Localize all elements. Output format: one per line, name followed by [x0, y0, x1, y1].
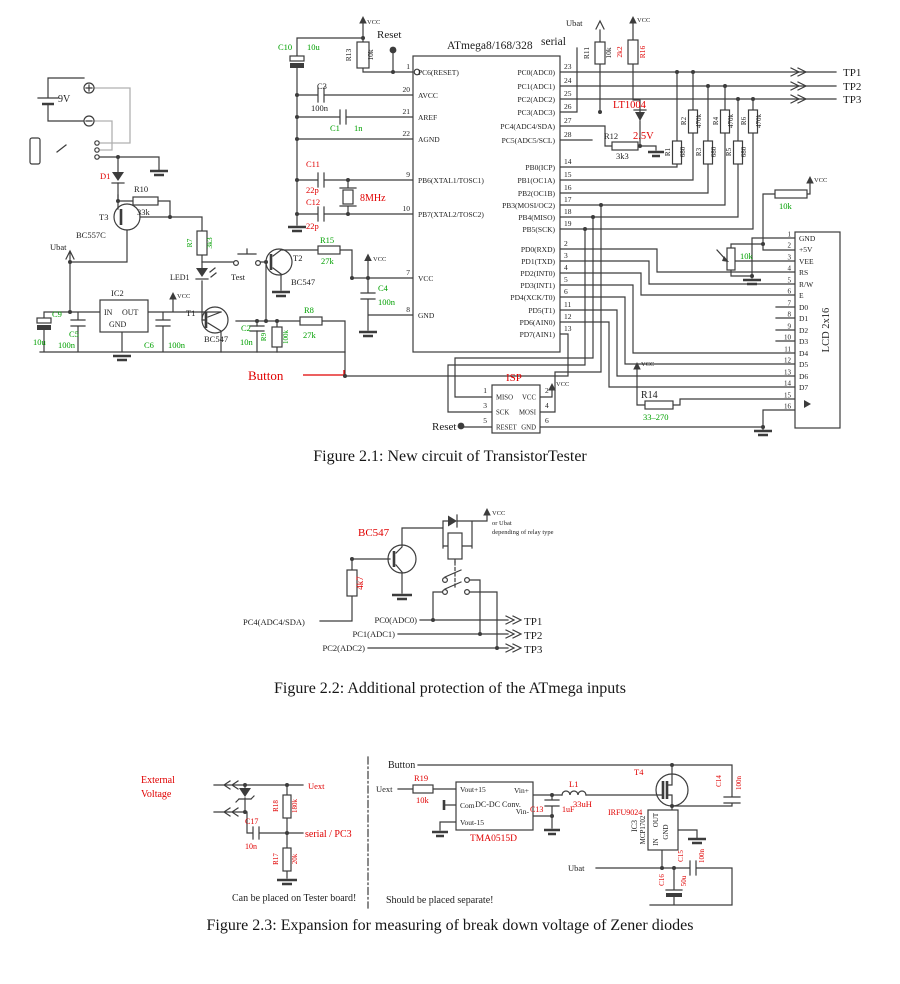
r9-value: 100k — [282, 330, 290, 344]
atmega-title: ATmega8/168/328 — [447, 40, 533, 52]
atmega-pin-10-label: PB7(XTAL2/TOSC2) — [418, 210, 484, 219]
atmega-pin-5-number: 5 — [564, 275, 568, 284]
r14-ref: R14 — [641, 390, 658, 401]
l1-ref: L1 — [569, 779, 579, 789]
r2-value: 470k — [695, 114, 703, 128]
ref-voltage: 2.5V — [633, 131, 654, 142]
vcc-top-right: VCC — [637, 17, 651, 24]
atmega-pin-27-label: PC4(ADC4/SDA) — [500, 122, 555, 131]
r4-value: 470k — [727, 114, 735, 128]
c2-value: 10n — [240, 337, 253, 347]
button-label: Button — [248, 368, 284, 383]
pc2-label: PC2(ADC2) — [322, 643, 365, 653]
battery-voltage: 9V — [58, 94, 71, 105]
pc1-label: PC1(ADC1) — [352, 629, 395, 639]
r19-ref: R19 — [414, 773, 429, 783]
pot-body — [727, 248, 735, 270]
r6-value: 470k — [755, 114, 763, 128]
r12-body — [612, 142, 638, 150]
atmega-pin-19-label: PB5(SCK) — [522, 225, 555, 234]
lcd-pin-12-number: 12 — [784, 356, 791, 365]
atmega-pin-22-number: 22 — [402, 129, 410, 138]
atmega-pin-12-label: PD6(AIN0) — [519, 318, 555, 327]
test-label: Test — [231, 272, 246, 282]
atmega-pin-7-label: VCC — [418, 274, 434, 283]
isp-pin-5-label: RESET — [496, 424, 517, 432]
c6-ref: C6 — [144, 340, 154, 350]
c16-plate-b — [666, 893, 682, 897]
lcd-title: LCD 2x16 — [821, 307, 832, 353]
lcd-pin-5-number: 5 — [787, 276, 791, 285]
r4-ref: R4 — [712, 116, 720, 126]
ic3-ref: IC3 — [630, 820, 639, 832]
atmega-pin-11-number: 11 — [564, 300, 572, 309]
c16-ref: C16 — [658, 874, 666, 886]
r5-ref: R5 — [725, 147, 733, 157]
atmega-pin-9-label: PB6(XTAL1/TOSC1) — [418, 176, 484, 185]
vcc-r13: VCC — [367, 19, 381, 26]
atmega-pin-18-number: 18 — [564, 207, 572, 216]
lcd-pin-1-label: GND — [799, 234, 816, 243]
dcdc-com: Com — [460, 801, 475, 810]
atmega-pin-28-label: PC5(ADC5/SCL) — [501, 136, 555, 145]
tp3-fig2: TP3 — [524, 644, 543, 656]
t2-part: BC547 — [291, 277, 316, 287]
atmega-pin-11-label: PD5(T1) — [528, 306, 555, 315]
isp-pin-1-number: 1 — [483, 386, 487, 395]
r12-ref: R12 — [604, 131, 619, 141]
lcd-pin-13-number: 13 — [784, 368, 791, 377]
r14-value: 33–270 — [643, 412, 669, 422]
tp2-label: TP2 — [843, 81, 862, 93]
atmega-pin-7-number: 7 — [406, 268, 410, 277]
isp-pin-4-number: 4 — [545, 401, 549, 410]
atmega-pin-23-number: 23 — [564, 62, 572, 71]
c15-value: 100n — [698, 849, 706, 863]
dcdc-part: TMA0515D — [470, 834, 517, 844]
dcdc-name: DC-DC Conv. — [475, 800, 521, 809]
c17-ref: C17 — [245, 817, 259, 826]
r13-ref: R13 — [344, 48, 353, 62]
c3-ref: C3 — [317, 81, 327, 91]
c9-plate-b — [37, 325, 51, 330]
vcc-r14: VCC — [641, 361, 655, 368]
r19-body — [413, 785, 433, 793]
isp-pin-2-label: VCC — [522, 394, 536, 402]
c4-value: 100n — [378, 297, 395, 307]
dcdc-vin-n: Vin- — [515, 807, 529, 816]
atmega-pin-4-number: 4 — [564, 263, 568, 272]
uext-red: Uext — [308, 781, 325, 791]
atmega-pin-26-number: 26 — [564, 102, 572, 111]
lcd-pin-8-number: 8 — [787, 310, 791, 319]
r15-body — [318, 246, 340, 254]
d1-diode — [112, 172, 124, 181]
ic3-gnd-pin: GND — [662, 824, 670, 840]
r1-ref: R1 — [664, 147, 672, 157]
r15-ref: R15 — [320, 235, 335, 245]
r3-ref: R3 — [695, 147, 703, 157]
atmega-pin-16-number: 16 — [564, 183, 572, 192]
lt1004-zener — [635, 112, 645, 121]
ext-voltage-1: External — [141, 775, 175, 786]
atmega-pin-25-number: 25 — [564, 89, 572, 98]
lcd-pin-6-label: E — [799, 291, 804, 300]
lcd-pin-9-label: D2 — [799, 326, 809, 335]
bc547-fig2-body — [388, 545, 416, 573]
lcd-pin-11-number: 11 — [784, 345, 791, 354]
lcd-pin-3-number: 3 — [787, 253, 791, 262]
tp1-label: TP1 — [843, 67, 862, 79]
r13-value: 10k — [366, 49, 375, 61]
r17-value: 20k — [291, 853, 299, 865]
c9-plate-a — [37, 318, 51, 323]
dashed-wires — [368, 562, 455, 908]
atmega-pin-9-number: 9 — [406, 170, 410, 179]
vcc-arrow-r13 — [359, 16, 367, 24]
isp-title: ISP — [506, 372, 522, 384]
transistors — [114, 204, 688, 806]
c13-ref: C13 — [530, 805, 544, 814]
atmega-pin-1-label: PC6(RESET) — [418, 68, 459, 77]
atmega-pin-6-number: 6 — [564, 287, 568, 296]
atmega-pin-3-label: PD1(TXD) — [521, 257, 555, 266]
relay-diode — [448, 516, 457, 527]
lcd-pin-10-label: D3 — [799, 337, 809, 346]
dcdc-vout-n: Vout-15 — [460, 818, 485, 827]
r9-ref: R9 — [260, 332, 268, 342]
r17-ref: R17 — [272, 853, 280, 865]
l1-value: 33uH — [573, 799, 592, 809]
c14-value: 100n — [735, 776, 743, 790]
ic3-in-pin: IN — [652, 838, 660, 846]
atmega-pin-21-number: 21 — [402, 107, 410, 116]
r7-value: 3k3 — [205, 237, 214, 249]
atmega-pin-6-label: PD4(XCK/T0) — [510, 293, 555, 302]
t1-part: BC547 — [204, 334, 229, 344]
relay-note1: or Ubat — [492, 520, 512, 527]
c11-ref: C11 — [306, 159, 320, 169]
atmega-pin-26-label: PC3(ADC3) — [517, 108, 555, 117]
separate-note: Should be placed separate! — [386, 895, 494, 906]
t3-part: BC557C — [76, 230, 106, 240]
serial-pc3: serial / PC3 — [305, 829, 352, 840]
c5-ref: C5 — [69, 329, 79, 339]
lcd-pin-5-label: R/W — [799, 280, 814, 289]
atmega-pin-14-number: 14 — [564, 157, 572, 166]
r16-body — [628, 40, 638, 64]
atmega-pin-21-label: AREF — [418, 113, 438, 122]
r8-value: 27k — [303, 330, 316, 340]
c12-ref: C12 — [306, 197, 321, 207]
tp3-label: TP3 — [843, 94, 862, 106]
relay-coil-body — [448, 533, 462, 559]
atmega-pin-2-number: 2 — [564, 239, 568, 248]
serial-label: serial — [541, 36, 566, 48]
led1-ref: LED1 — [170, 273, 190, 282]
c12-value: 22p — [306, 221, 319, 231]
r12-value: 3k3 — [616, 151, 629, 161]
tp1-fig2: TP1 — [524, 616, 543, 628]
r1-value: 680 — [679, 146, 687, 158]
bc547-fig2: BC547 — [358, 527, 390, 539]
atmega-pin-12-number: 12 — [564, 312, 572, 321]
atmega-pin-20-number: 20 — [402, 85, 410, 94]
lcd-pin-13-label: D6 — [799, 372, 809, 381]
atmega-pin-16-label: PB2(OC1B) — [517, 189, 555, 198]
isp-pin-6-label: GND — [521, 424, 536, 432]
atmega-pin-8-number: 8 — [406, 305, 410, 314]
r3-value: 680 — [710, 146, 718, 158]
c10-plate-a — [290, 56, 304, 61]
c1-value: 1n — [354, 123, 363, 133]
component-boxes — [30, 40, 840, 897]
isp-pin-2-number: 2 — [545, 386, 549, 395]
lcd-pin-7-number: 7 — [787, 299, 791, 308]
vcc-arrow-r16 — [629, 16, 637, 24]
c10-plate-b — [290, 63, 304, 68]
lcd-pin-16-number: 16 — [784, 402, 791, 411]
r7-ref: R7 — [185, 238, 194, 248]
lcd-pin-14-label: D7 — [799, 383, 809, 392]
vcc-ic2: VCC — [177, 293, 191, 300]
c17-value: 10n — [245, 842, 257, 851]
t1-ref: T1 — [186, 308, 196, 318]
vcc-relay: VCC — [492, 510, 506, 517]
lcd-pin-3-label: VEE — [799, 257, 814, 266]
vcc-arrow-r14 — [633, 362, 641, 370]
c4-ref: C4 — [378, 283, 388, 293]
c11-value: 22p — [306, 185, 319, 195]
t3-ref: T3 — [99, 212, 109, 222]
atmega-pin-25-label: PC2(ADC2) — [517, 95, 555, 104]
r-4k7: 4k7 — [355, 576, 365, 590]
c6-value: 100n — [168, 340, 185, 350]
vcc-c4: VCC — [373, 256, 387, 263]
c10-ref: C10 — [278, 42, 293, 52]
r8-ref: R8 — [304, 305, 314, 315]
relay-note2: depending of relay type — [492, 529, 554, 536]
isp-pin-1-label: MISO — [496, 394, 513, 402]
c2-ref: C2 — [241, 323, 251, 333]
atmega-pin-17-number: 17 — [564, 195, 572, 204]
lcd-pin-2-number: 2 — [787, 241, 791, 250]
atmega-pin-23-label: PC0(ADC0) — [517, 68, 555, 77]
figure-2-1-caption: Figure 2.1: New circuit of TransistorTester — [313, 448, 587, 465]
isp-pin-4-label: MOSI — [519, 409, 536, 417]
vcc-arrow-lcd — [806, 176, 814, 184]
atmega-pin-20-label: AVCC — [418, 91, 438, 100]
vcc-lcd: VCC — [814, 177, 828, 184]
r11-value: 10k — [604, 47, 613, 59]
vcc-arrow-c4 — [364, 254, 372, 262]
atmega-pin-2-label: PD0(RXD) — [520, 245, 555, 254]
r10-body — [133, 197, 158, 205]
figure-2-3-caption: Figure 2.3: Expansion for measuring of break down voltage of Zener diodes — [206, 917, 694, 934]
lcd-pin-9-number: 9 — [787, 322, 791, 331]
lcd-pin-15-number: 15 — [784, 391, 791, 400]
dcdc-vin-p: Vin+ — [513, 786, 529, 795]
test-button-contact-a — [234, 261, 239, 266]
atmega-pin-13-number: 13 — [564, 324, 572, 333]
r8-body — [300, 317, 322, 325]
t4-ref: T4 — [634, 767, 644, 777]
ic3-out-pin: OUT — [652, 812, 660, 828]
crystal-body — [343, 190, 353, 204]
atmega-pin-24-label: PC1(ADC1) — [517, 82, 555, 91]
ic2-gnd-pin: GND — [109, 320, 127, 329]
ext-zener-diode — [239, 788, 251, 797]
r2-ref: R2 — [680, 116, 688, 126]
reset-isp: Reset — [432, 421, 457, 433]
led1-diode — [196, 268, 208, 277]
r19-value: 10k — [416, 795, 429, 805]
atmega-pin-14-label: PB0(ICP) — [525, 163, 555, 172]
test-button-contact-b — [256, 261, 261, 266]
lcd-pin-6-number: 6 — [787, 287, 791, 296]
button-wire-red — [303, 370, 344, 375]
lcd-pin-1-number: 1 — [787, 230, 791, 239]
isp-pin-3-label: SCK — [496, 409, 510, 417]
atmega-pin-4-label: PD2(INT0) — [520, 269, 555, 278]
atmega-pin-28-number: 28 — [564, 130, 572, 139]
button-fig3: Button — [388, 760, 416, 771]
r9-body — [272, 327, 282, 347]
ubat-left: Ubat — [50, 242, 67, 252]
c15-ref: C15 — [677, 850, 685, 862]
r16-value: 2k2 — [615, 46, 624, 58]
lcd-pin-14-number: 14 — [784, 379, 791, 388]
atmega-pin-15-label: PB1(OC1A) — [517, 176, 555, 185]
atmega-pin-3-number: 3 — [564, 251, 568, 260]
c3-value: 100n — [311, 103, 328, 113]
ubat-top: Ubat — [566, 18, 583, 28]
r18-ref: R18 — [272, 800, 280, 812]
r17-body — [283, 848, 291, 871]
atmega-pin-17-label: PB3(MOSI/OC2) — [502, 201, 555, 210]
atmega-pin-19-number: 19 — [564, 219, 572, 228]
lcd-pin-11-label: D4 — [799, 349, 809, 358]
r18-body — [283, 795, 291, 818]
atmega-pin-13-label: PD7(AIN1) — [519, 330, 555, 339]
atmega-pin-8-label: GND — [418, 311, 435, 320]
vcc-arrow-relay — [483, 508, 491, 516]
pc4-label: PC4(ADC4/SDA) — [243, 617, 305, 627]
pot-value: 10k — [740, 251, 753, 261]
vcc-isp: VCC — [556, 381, 570, 388]
ic2-out-pin: OUT — [122, 308, 139, 317]
reset-dot-isp — [458, 423, 465, 430]
xtal-value: 8MHz — [360, 193, 386, 204]
atmega-pin-18-label: PB4(MISO) — [518, 213, 555, 222]
c16-value: 50u — [680, 875, 688, 887]
atmega-pin-15-number: 15 — [564, 170, 572, 179]
c1-ref: C1 — [330, 123, 340, 133]
pc0-label: PC0(ADC0) — [374, 615, 417, 625]
c9-value: 10u — [33, 337, 46, 347]
r10-value: 33k — [137, 207, 150, 217]
c5-value: 100n — [58, 340, 75, 350]
r5-value: 680 — [740, 146, 748, 158]
r16-ref: R16 — [638, 45, 647, 59]
c9-ref: C9 — [52, 309, 62, 319]
r18-value: 180k — [291, 799, 299, 813]
atmega-pin-22-label: AGND — [418, 135, 440, 144]
ubat-fig3: Ubat — [568, 863, 585, 873]
ic2-ref: IC2 — [111, 288, 124, 298]
reset-dot-top — [390, 47, 397, 54]
atmega-pin-27-number: 27 — [564, 116, 572, 125]
lcd-pin-12-label: D5 — [799, 360, 809, 369]
r6-ref: R6 — [740, 116, 748, 126]
contrast-resistor-body — [775, 190, 807, 198]
vcc-arrow-ic2 — [169, 292, 177, 300]
t2-ref: T2 — [293, 253, 303, 263]
c14-ref: C14 — [715, 775, 723, 787]
lcd-pin-10-number: 10 — [784, 333, 791, 342]
ic2-in-pin: IN — [104, 308, 113, 317]
atmega-pin-5-label: PD3(INT1) — [520, 281, 555, 290]
isp-pin-6-number: 6 — [545, 416, 549, 425]
dcdc-vout-p: Vout+15 — [460, 785, 486, 794]
atmega-pin-24-number: 24 — [564, 76, 572, 85]
gray-wires — [94, 88, 130, 150]
lcd-pin-7-label: D0 — [799, 303, 809, 312]
t4-part: IRFU9024 — [608, 808, 643, 817]
c10-value: 10u — [307, 42, 320, 52]
lcd-pin-4-number: 4 — [787, 264, 791, 273]
lt1004-ref: LT1004 — [613, 100, 646, 111]
lcd-pin-4-label: RS — [799, 268, 809, 277]
r10-ref: R10 — [134, 184, 149, 194]
reset-top: Reset — [377, 29, 402, 41]
figure-2-2-caption: Figure 2.2: Additional protection of the ATmega inputs — [274, 680, 626, 697]
tester-board-note: Can be placed on Tester board! — [232, 893, 357, 904]
tp2-fig2: TP2 — [524, 630, 543, 642]
isp-pin-5-number: 5 — [483, 416, 487, 425]
r11-ref: R11 — [582, 46, 591, 60]
lcd-pin-8-label: D1 — [799, 314, 809, 323]
r15-value: 27k — [321, 256, 334, 266]
c13-value: 1uF — [562, 805, 575, 814]
uext-black: Uext — [376, 784, 393, 794]
contrast-r-value: 10k — [779, 201, 792, 211]
atmega-pin-10-number: 10 — [402, 204, 410, 213]
ext-voltage-2: Voltage — [141, 789, 172, 800]
jack-body — [30, 138, 40, 164]
lcd-pin-2-label: +5V — [799, 245, 813, 254]
ic3-part: MCP1702 — [639, 815, 647, 845]
isp-pin-3-number: 3 — [483, 401, 487, 410]
d1-ref: D1 — [100, 171, 111, 181]
r14-body — [645, 401, 673, 409]
atmega-pin-1-number: 1 — [406, 62, 410, 71]
